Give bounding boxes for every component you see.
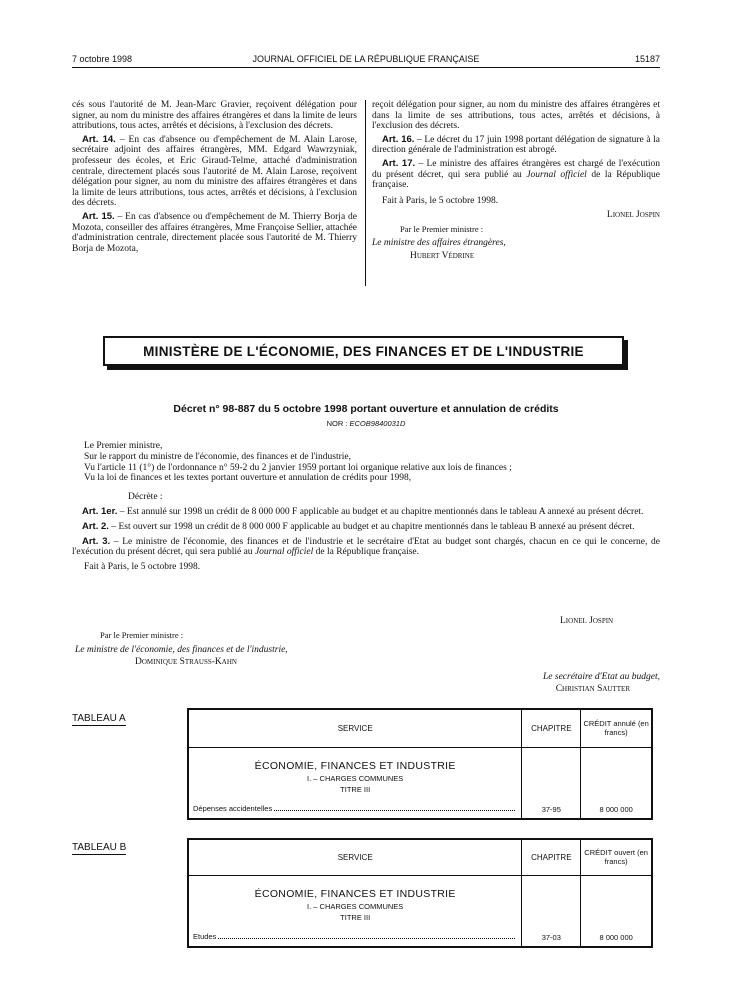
decree-preamble-3: Vu l'article 11 (1°) de l'ordonnance n° 59-2 du 2 janvier 1959 portant loi organique relative aux lois de finances ;	[84, 462, 512, 473]
tableau-b	[187, 838, 653, 948]
decrete: Décrète :	[128, 492, 163, 503]
tableau-a-header-row	[188, 709, 652, 747]
tableau-b-item: Etudes	[189, 932, 521, 941]
header-rule	[72, 67, 660, 68]
decree-preamble-4: Vu la loi de finances et les textes portant ouverture et annulation de crédits pour 1998,	[84, 473, 412, 484]
secretary-title: Le secrétaire d'Etat au budget,	[543, 672, 660, 682]
decree-minister-title: Le ministre de l'économie, des finances et de l'industrie,	[75, 645, 288, 655]
decree-preamble-2: Sur le rapport du ministre de l'économie, des finances et de l'industrie,	[84, 451, 351, 462]
tableau-b-col-service: SERVICE	[188, 839, 522, 875]
tableau-b-titre: TITRE III	[340, 912, 371, 922]
tableau-b-data-row	[188, 875, 652, 947]
tableau-a-service-cell	[188, 747, 522, 819]
tableau-b-col-chapitre: CHAPITRE	[522, 839, 581, 875]
decree-par-premier-ministre: Par le Premier ministre :	[100, 630, 184, 640]
decree-fait-a-paris: Fait à Paris, le 5 octobre 1998.	[84, 562, 201, 573]
tableau-a	[187, 708, 653, 820]
tableau-b-chapitre: 37-03	[522, 875, 581, 947]
decree-signer: Lionel Jospin	[560, 616, 614, 626]
tableau-a-col-service: SERVICE	[188, 709, 522, 747]
tableau-b-ministry: ÉCONOMIE, FINANCES ET INDUSTRIE	[254, 887, 456, 900]
ministry-heading: MINISTÈRE DE L'ÉCONOMIE, DES FINANCES ET DE L'INDUSTRIE	[103, 336, 624, 366]
column-divider	[365, 100, 366, 286]
left-paragraph: cés sous l'autorité de M. Jean-Marc Gravier, reçoivent délégation pour signer, au nom du ministre des affaires étrangères et dans la limite de leurs attributions, tous actes, arrêtés et décisions, à l'exclusion des décrets.	[72, 100, 357, 132]
signature-name: Lionel Jospin	[606, 210, 660, 221]
article-17: Art. 17. – Le ministre des affaires étrangères est chargé de l'exécution du présent décret, qui sera publié au Journal officiel de la République française.	[372, 157, 661, 191]
tableau-b-col-credit: CRÉDIT ouvert (en francs)	[581, 839, 652, 875]
journal-title: JOURNAL OFFICIEL DE LA RÉPUBLIQUE FRANÇAISE	[252, 54, 480, 64]
article-14: Art. 14. – En cas d'absence ou d'empêchement de M. Alain Larose, secrétaire adjoint des affaires étrangères, MM. Edgard Wawrzyniak, professeur des écoles, et Eric Giraud-Telme, attaché d'administration centrale, directement placés sous l'autorité de M. Alain Larose, reçoivent délégation pour signer, au nom du ministre des affaires étrangères et dans la limite de leurs attributions, tous actes, arrêtés et décisions, à l'exclusion des décrets.	[72, 133, 357, 209]
tableau-b-section: I. – CHARGES COMMUNES	[307, 901, 404, 911]
tableau-a-ministry: ÉCONOMIE, FINANCES ET INDUSTRIE	[254, 759, 456, 772]
tableau-b-label: TABLEAU B	[72, 842, 127, 853]
fait-a-paris: Fait à Paris, le 5 octobre 1998.	[382, 195, 499, 206]
header-date: 7 octobre 1998	[72, 54, 133, 64]
decree-preamble-1: Le Premier ministre,	[84, 441, 163, 451]
tableau-a-data-row	[188, 747, 652, 819]
right-paragraph: reçoit délégation pour signer, au nom du ministre des affaires étrangères et dans la limite de ses attributions, tous actes, arrêtés et décisions, à l'exclusion des décrets.	[372, 100, 660, 132]
decree-article-3: Art. 3. – Le ministre de l'économie, des finances et de l'industrie et le secrétaire d'Etat au budget sont chargés, chacun en ce qui le concerne, de l'exécution du présent décret, qui sera publié au Journal officiel de la République française.	[72, 535, 660, 558]
tableau-a-label: TABLEAU A	[72, 713, 126, 724]
decree-minister-name: Dominique Strauss-Kahn	[135, 657, 237, 667]
tableau-b-service-cell	[188, 875, 522, 947]
tableau-a-section: I. – CHARGES COMMUNES	[307, 773, 404, 783]
tableau-a-item: Dépenses accidentelles	[189, 804, 521, 813]
tableau-a-chapitre: 37-95	[522, 747, 581, 819]
page-number: 15187	[634, 54, 660, 64]
article-16: Art. 16. – Le décret du 17 juin 1998 portant délégation de signature à la direction générale de l'administration est abrogé.	[372, 133, 660, 156]
secretary-name: Christian Sautter	[555, 684, 630, 694]
tableau-a-col-chapitre: CHAPITRE	[522, 709, 581, 747]
decree-article-1: Art. 1er. – Est annulé sur 1998 un crédit de 8 000 000 F applicable au budget et au chapitre mentionnés dans le tableau A annexé au présent décret.	[82, 505, 644, 517]
tableau-b-amount: 8 000 000	[581, 875, 652, 947]
decree-article-2: Art. 2. – Est ouvert sur 1998 un crédit de 8 000 000 F applicable au budget et au chapitre mentionnés dans le tableau B annexé au présent décret.	[82, 520, 635, 532]
decree-title: Décret n° 98-887 du 5 octobre 1998 portant ouverture et annulation de crédits	[173, 403, 559, 415]
tableau-a-col-credit: CRÉDIT annulé (en francs)	[581, 709, 652, 747]
decree-body	[72, 441, 660, 573]
minister-title: Le ministre des affaires étrangères,	[372, 237, 506, 248]
nor-reference: NOR : ECOB9840031D	[326, 419, 406, 428]
tableau-b-header-row	[188, 839, 652, 875]
par-premier-ministre: Par le Premier ministre :	[400, 223, 484, 234]
article-15: Art. 15. – En cas d'absence ou d'empêchement de M. Thierry Borja de Mozota, conseiller des affaires étrangères, Mme Françoise Sellier, attachée d'administration centrale, directement placée sous l'autorité de M. Thierry Borja de Mozota,	[72, 210, 357, 254]
right-column	[372, 100, 660, 262]
left-column	[72, 100, 357, 257]
minister-name: Hubert Védrine	[410, 251, 475, 262]
tableau-a-titre: TITRE III	[340, 784, 371, 794]
tableau-a-amount: 8 000 000	[581, 747, 652, 819]
